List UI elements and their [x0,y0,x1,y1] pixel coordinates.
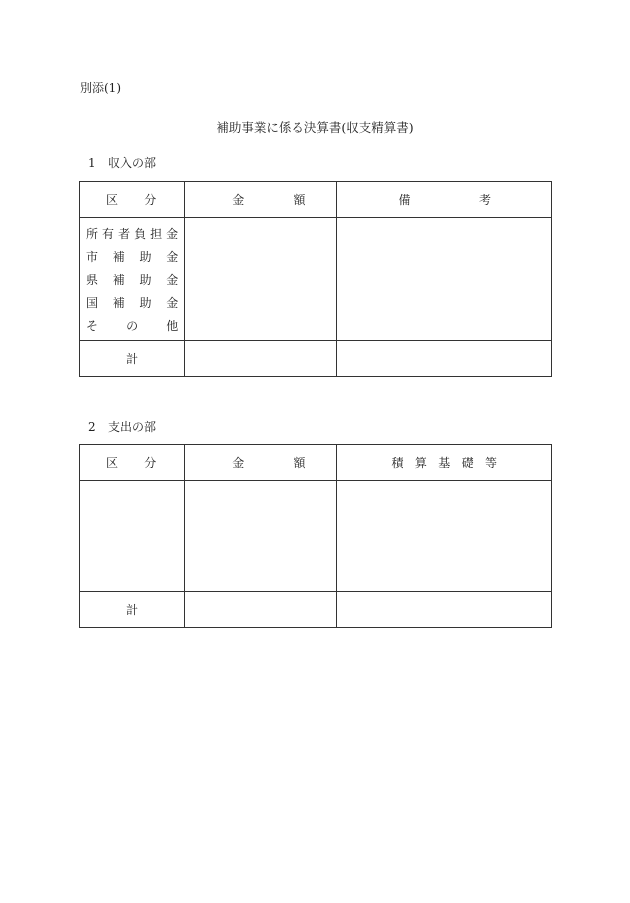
expense-total-row [80,592,552,628]
income-header-category: 区 分 [80,182,185,218]
income-items-row [80,218,552,341]
income-header-amount: 金 額 [185,182,336,218]
expense-table [79,444,552,628]
expense-section-number: 2 [88,420,96,434]
income-remarks-cell[interactable] [336,218,551,341]
income-header-remarks: 備 考 [336,182,551,218]
income-item-prefecture-subsidy: 県 補 助 金 [86,272,179,287]
income-section-title: 収入の部 [108,156,157,170]
income-total-label: 計 [80,341,185,377]
income-section-heading [88,154,156,171]
expense-section-title: 支出の部 [108,420,157,434]
income-section-number: 1 [88,156,96,170]
expense-total-basis-cell[interactable] [336,592,551,628]
expense-header-row [80,445,552,481]
income-item-other: そ の 他 [86,318,179,333]
expense-amount-cell[interactable] [185,481,336,592]
expense-header-basis: 積 算 基 礎 等 [336,445,551,481]
expense-items-row [80,481,552,592]
expense-basis-cell[interactable] [336,481,551,592]
expense-total-label: 計 [80,592,185,628]
income-item-owner-share: 所 有 者 負 担 金 [86,226,179,241]
expense-header-category: 区 分 [80,445,185,481]
income-total-amount-cell[interactable] [185,341,336,377]
income-total-row [80,341,552,377]
income-amount-cell[interactable] [185,218,336,341]
expense-category-cell[interactable] [80,481,185,592]
income-category-cell [80,218,185,341]
annex-label: 別添(1) [80,81,121,95]
document-title: 補助事業に係る決算書(収支精算書) [216,120,414,135]
income-total-remarks-cell[interactable] [336,341,551,377]
income-table [79,181,552,377]
expense-header-amount: 金 額 [185,445,336,481]
income-item-national-subsidy: 国 補 助 金 [86,295,179,310]
expense-total-amount-cell[interactable] [185,592,336,628]
income-item-city-subsidy: 市 補 助 金 [86,249,179,264]
expense-section-heading [88,418,156,435]
income-header-row [80,182,552,218]
